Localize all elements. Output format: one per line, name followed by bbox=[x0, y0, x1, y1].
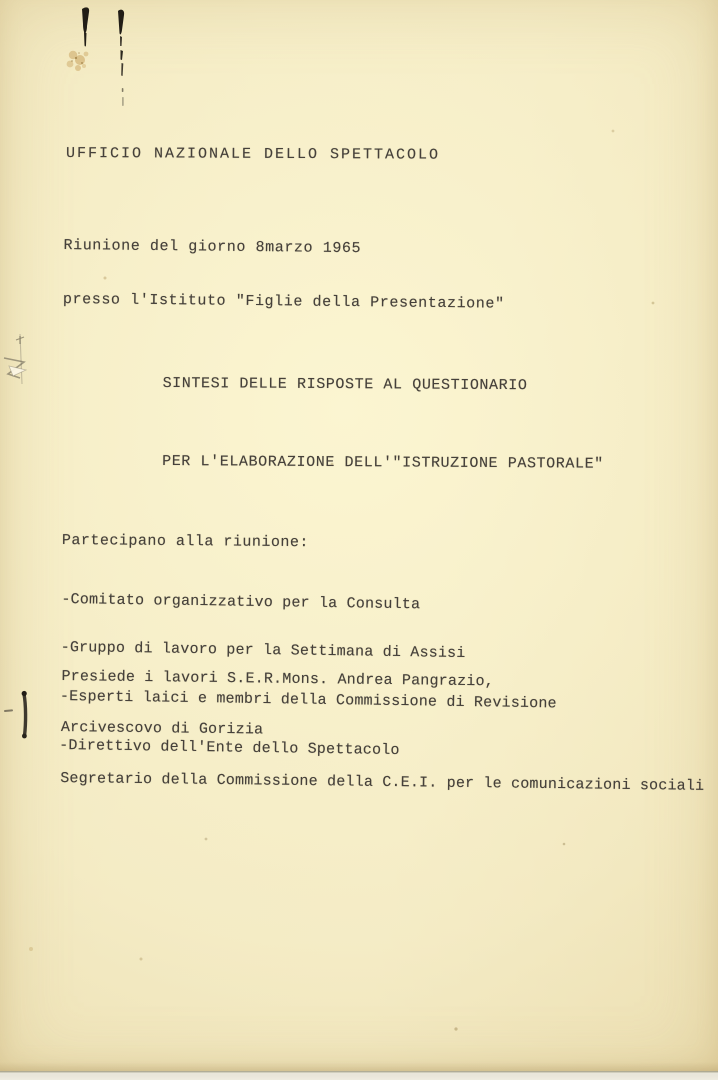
presider-line-1: Presiede i lavori S.E.R.Mons. Andrea Pangrazio, bbox=[61, 667, 495, 691]
presider-block bbox=[60, 634, 706, 829]
document-heading bbox=[162, 319, 605, 530]
participant-item: -Gruppo di lavoro per la Settimana di Assisi bbox=[60, 639, 466, 663]
participant-item: -Esperti laici e membri della Commissione di Revisione bbox=[59, 688, 557, 713]
scan-edge bbox=[0, 1071, 718, 1080]
presider-line-2: Arcivescovo di Gorizia bbox=[60, 718, 264, 739]
participants-intro: Partecipano alla riunione: bbox=[61, 532, 310, 552]
meeting-place-line: presso l'Istituto "Figlie della Presentazione" bbox=[62, 290, 505, 313]
meeting-date-line: Riunione del giorno 8marzo 1965 bbox=[63, 236, 362, 258]
heading-line-2: PER L'ELABORAZIONE DELL'"ISTRUZIONE PASTORALE" bbox=[162, 452, 604, 473]
paper-specks bbox=[0, 0, 2, 2]
ink-marks-icon bbox=[60, 0, 150, 160]
participant-item: -Comitato organizzativo per la Consulta bbox=[61, 590, 421, 613]
staple-mark-icon bbox=[0, 683, 40, 753]
participant-item: -Direttivo dell'Ente dello Spettacolo bbox=[59, 737, 400, 760]
fold-mark-icon bbox=[0, 328, 50, 413]
heading-line-1: SINTESI DELLE RISPOSTE AL QUESTIONARIO bbox=[162, 374, 528, 395]
presider-line-3: Segretario della Commissione della C.E.I. per le comunicazioni sociali bbox=[60, 769, 705, 795]
document-office-title: UFFICIO NAZIONALE DELLO SPETTACOLO bbox=[65, 145, 441, 164]
